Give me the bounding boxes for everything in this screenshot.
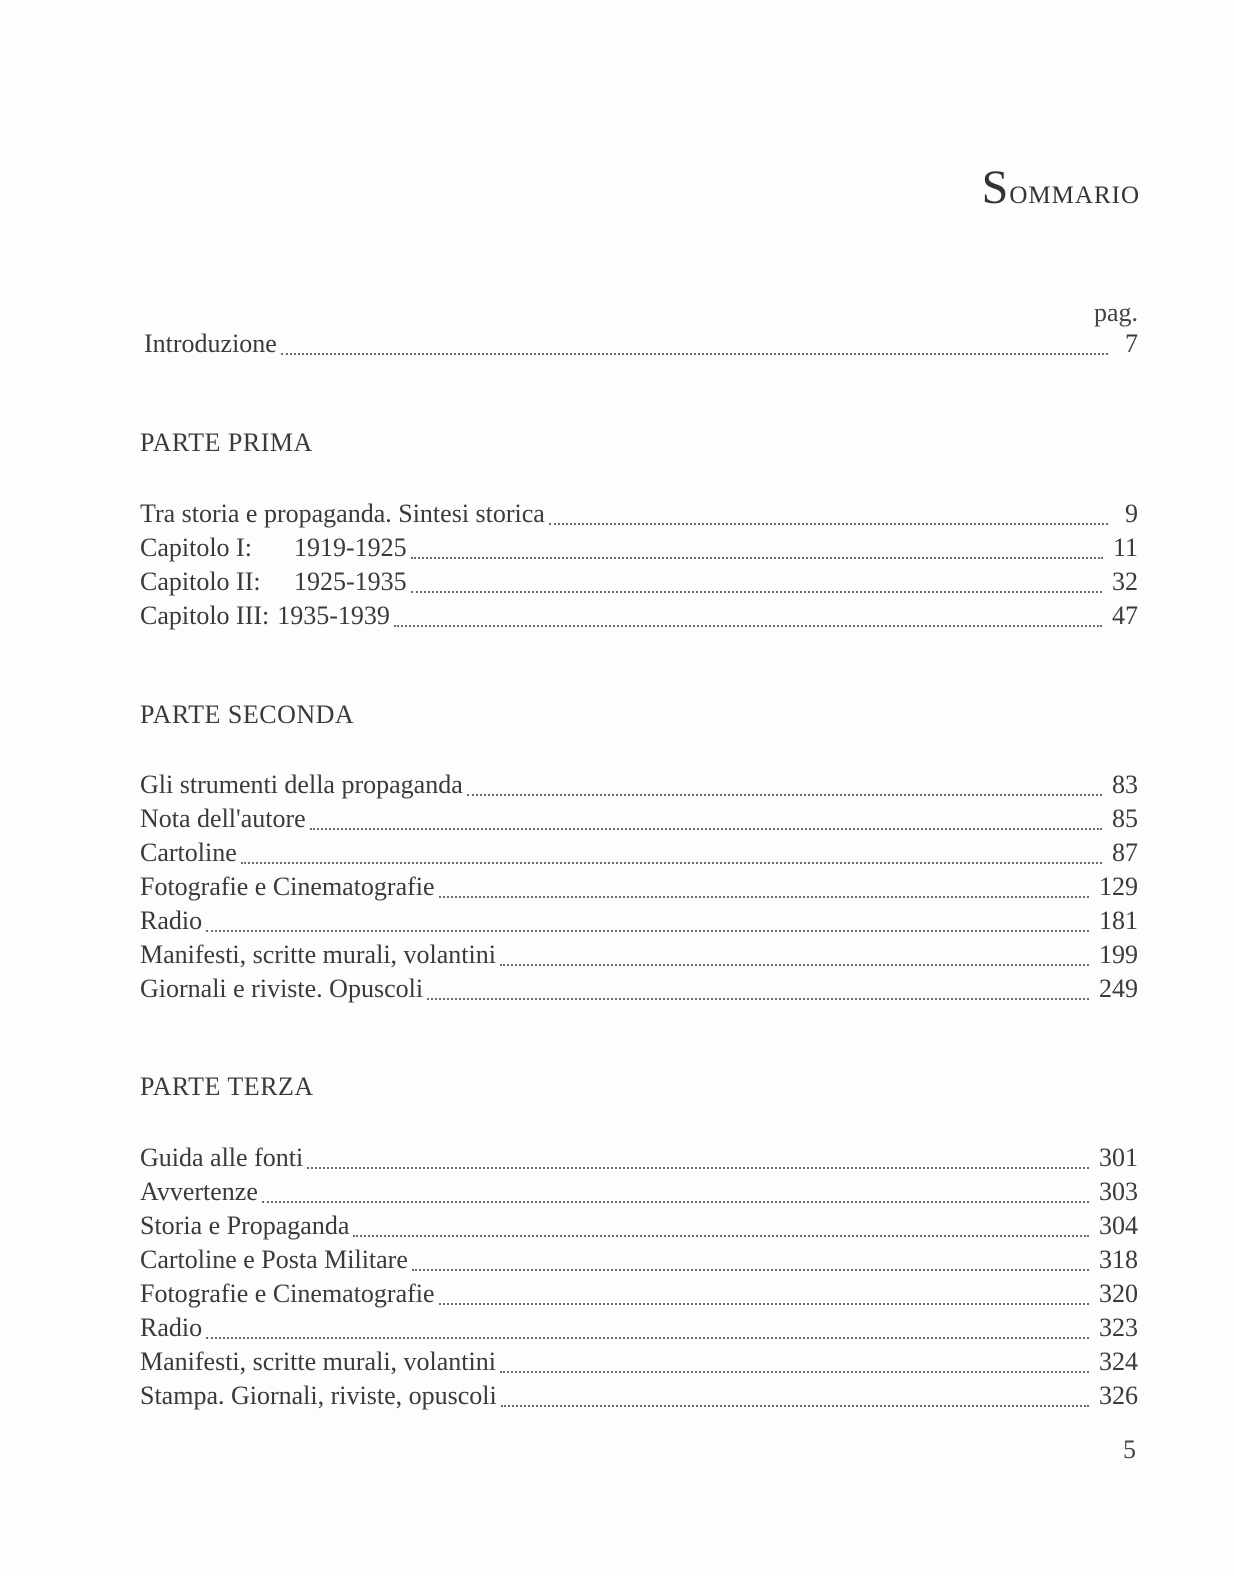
toc-entry-page: 301 — [1099, 1143, 1138, 1172]
toc-entry-years: 1919-1925 — [294, 533, 407, 562]
toc-entry[interactable] — [140, 768, 1138, 802]
leader-dots — [411, 591, 1102, 593]
toc-entry[interactable] — [140, 497, 1138, 531]
toc-entry-years: 1935-1939 — [277, 601, 390, 630]
toc-entry-label: Avvertenze — [140, 1177, 258, 1206]
toc-entry-page: 320 — [1099, 1279, 1138, 1308]
leader-dots — [206, 1337, 1089, 1339]
toc-entry-label: Storia e Propaganda — [140, 1211, 350, 1240]
toc-entry-page: 129 — [1099, 872, 1138, 901]
leader-dots — [500, 1371, 1089, 1373]
toc-entry[interactable] — [140, 1311, 1138, 1345]
toc-entry-label: Tra storia e propaganda. Sintesi storica — [140, 499, 545, 528]
toc-entry-label: Guida alle fonti — [140, 1143, 304, 1172]
toc-entry-label: Gli strumenti della propaganda — [140, 770, 463, 799]
leader-dots — [501, 1405, 1089, 1407]
toc-entry-label: Giornali e riviste. Opuscoli — [140, 974, 424, 1003]
toc-entry-page: 9 — [1125, 499, 1138, 528]
part-heading-terza: PARTE TERZA — [140, 1072, 314, 1101]
toc-entry-page: 32 — [1112, 567, 1138, 596]
toc-entry[interactable] — [140, 1277, 1138, 1311]
toc-entry-page: 199 — [1099, 940, 1138, 969]
toc-entry-page: 249 — [1099, 974, 1138, 1003]
toc-entry-page: 87 — [1112, 838, 1138, 867]
leader-dots — [549, 523, 1108, 525]
toc-entry-page: 47 — [1112, 601, 1138, 630]
toc-entry[interactable] — [140, 1243, 1138, 1277]
leader-dots — [439, 1303, 1089, 1305]
toc-entry[interactable] — [140, 1345, 1138, 1379]
pag-column-label: pag. — [1093, 298, 1138, 327]
toc-entry[interactable] — [140, 1209, 1138, 1243]
page-title — [982, 160, 1140, 215]
toc-entry[interactable] — [140, 802, 1138, 836]
leader-dots — [262, 1201, 1089, 1203]
toc-entry[interactable] — [140, 531, 1138, 565]
toc-entry[interactable] — [140, 904, 1138, 938]
leader-dots — [467, 794, 1102, 796]
toc-entry-label: Manifesti, scritte murali, volantini — [140, 940, 496, 969]
leader-dots — [310, 828, 1102, 830]
leader-dots — [206, 930, 1089, 932]
toc-entry-page: 323 — [1099, 1313, 1138, 1342]
toc-entry-label: Capitolo II: — [140, 567, 261, 596]
toc-entry-page: 326 — [1099, 1381, 1138, 1410]
toc-entry[interactable] — [140, 599, 1138, 633]
toc-entry-label: Cartoline e Posta Militare — [140, 1245, 408, 1274]
part-heading-seconda: PARTE SECONDA — [140, 700, 355, 729]
toc-entry-page: 85 — [1112, 804, 1138, 833]
page-number: 5 — [1123, 1435, 1136, 1464]
toc-entry-label: Stampa. Giornali, riviste, opuscoli — [140, 1381, 497, 1410]
toc-entry-page: 11 — [1112, 533, 1138, 562]
toc-entry[interactable] — [140, 836, 1138, 870]
part-heading-prima: PARTE PRIMA — [140, 428, 313, 457]
toc-entry-label: Nota dell'autore — [140, 804, 306, 833]
leader-dots — [353, 1235, 1089, 1237]
toc-entry-years: 1925-1935 — [294, 567, 407, 596]
leader-dots — [241, 862, 1102, 864]
toc-entry[interactable] — [140, 565, 1138, 599]
toc-entry-label: Radio — [140, 906, 203, 935]
leader-dots — [394, 625, 1102, 627]
leader-dots — [439, 896, 1089, 898]
title-initial: S — [981, 161, 1010, 214]
toc-entry[interactable] — [140, 972, 1138, 1006]
leader-dots — [307, 1167, 1089, 1169]
toc-entry[interactable] — [140, 938, 1138, 972]
toc-entry-page: 7 — [1125, 329, 1138, 358]
toc-entry-label: Fotografie e Cinematografie — [140, 1279, 435, 1308]
toc-entry[interactable] — [140, 870, 1138, 904]
toc-entry[interactable] — [140, 1175, 1138, 1209]
leader-dots — [411, 557, 1103, 559]
leader-dots — [412, 1269, 1089, 1271]
toc-entry-label: Capitolo I: — [140, 533, 252, 562]
leader-dots — [281, 353, 1108, 355]
leader-dots — [427, 998, 1089, 1000]
toc-entry-label: Radio — [140, 1313, 203, 1342]
toc-entry-page: 83 — [1112, 770, 1138, 799]
toc-entry-label: Capitolo III: — [140, 601, 270, 630]
toc-entry-label: Introduzione — [144, 329, 277, 358]
toc-entry-label: Cartoline — [140, 838, 237, 867]
leader-dots — [500, 964, 1089, 966]
toc-entry-introduzione[interactable] — [140, 327, 1138, 361]
title-rest: ommario — [1009, 171, 1140, 211]
toc-entry[interactable] — [140, 1141, 1138, 1175]
toc-entry-page: 303 — [1099, 1177, 1138, 1206]
toc-entry[interactable] — [140, 1379, 1138, 1413]
toc-entry-page: 181 — [1099, 906, 1138, 935]
toc-entry-page: 318 — [1099, 1245, 1138, 1274]
toc-entry-label: Manifesti, scritte murali, volantini — [140, 1347, 496, 1376]
toc-entry-label: Fotografie e Cinematografie — [140, 872, 435, 901]
toc-entry-page: 304 — [1099, 1211, 1138, 1240]
toc-entry-page: 324 — [1099, 1347, 1138, 1376]
